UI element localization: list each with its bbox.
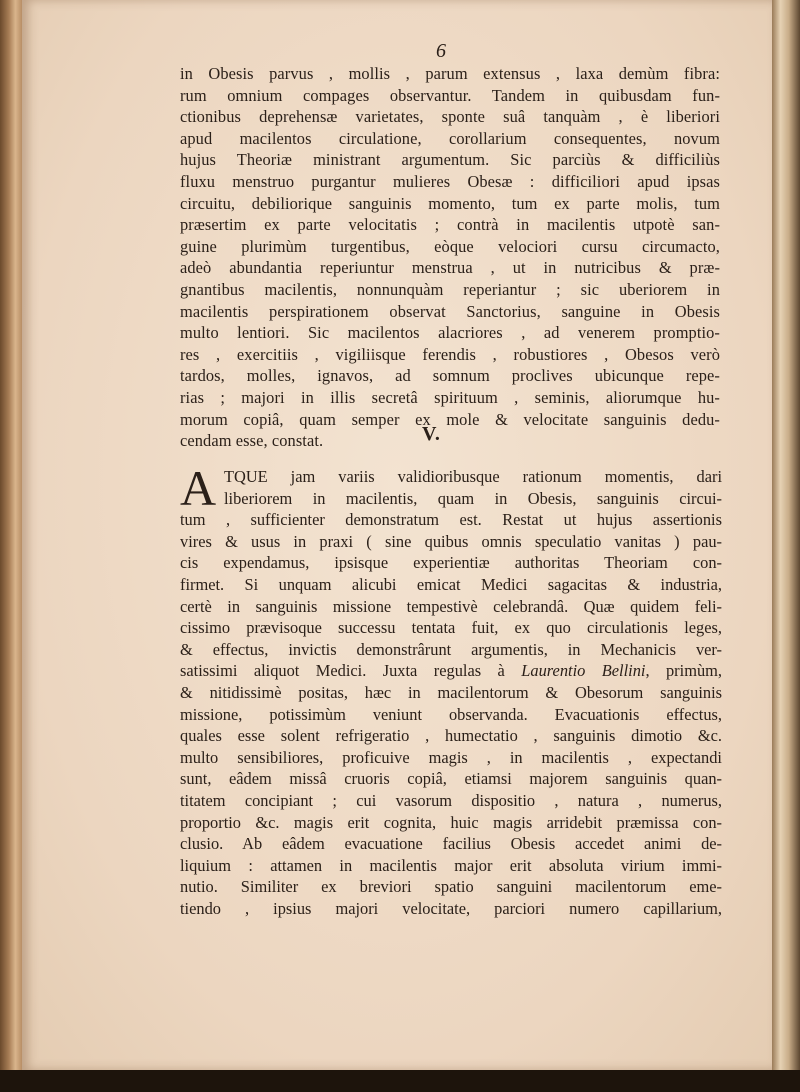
text-line: gnantibus macilentis, nonnunquàm reperiantur ; sic uberiorem in [180,279,720,299]
text-line: nutio. Similiter ex breviori spatio sanguini macilentorum eme- [180,877,722,897]
text-line: & effectus, invictis demonstrârunt argumentis, in Mechanicis ver- [180,639,722,659]
section-heading: V. [422,423,441,445]
text-line: tardos, molles, ignavos, ad somnum proclives ubicunque repe- [180,366,720,386]
book-page [22,0,772,1070]
text-line: adeò abundantia reperiuntur menstrua , ut in nutricibus & præ- [180,258,720,278]
text-line: præsertim ex parte velocitatis ; contrà in macilentis utpotè san- [180,215,720,235]
text-line: res , exercitiis , vigiliisque ferendis , robustiores , Obesos verò [180,344,720,364]
text-line: apud macilentos circulatione, corollarium consequentes, novum [180,128,720,148]
text-line: tum , sufficienter demonstratum est. Restat ut hujus assertionis [180,510,722,530]
page-number: 6 [436,40,446,62]
text-line: ctionibus deprehensæ varietates, sponte suâ tanquàm , è liberiori [180,107,720,127]
text-line: rum omnium compages observantur. Tandem in quibusdam fun- [180,85,720,105]
text-line: liberiorem in macilentis, quam in Obesis, sanguinis circui- [224,488,722,508]
text-line: cis expendamus, ipsisque experientiæ authoritas Theoriam con- [180,553,722,573]
text-line: missione, potissimùm veniunt observanda. Evacuationis effectus, [180,704,722,724]
author-name: Laurentio Bellini [521,661,646,681]
text-line: firmet. Si unquam alicubi emicat Medici sagacitas & industria, [180,574,722,594]
text-line: clusio. Ab eâdem evacuatione facilius Obesis accedet animi de- [180,834,722,854]
text-line: sunt, eâdem missâ cruoris copiâ, etiamsi majorem sanguinis quan- [180,769,722,789]
book-binding [0,0,22,1092]
text-line: multo lentiori. Sic macilentos alacriores , ad venerem promptio- [180,323,720,343]
text-line: hujus Theoriæ ministrant argumentum. Sic parciùs & difficiliùs [180,150,720,170]
paragraph-2 [180,460,722,919]
text-line: cissimo prævisoque successu tentata fuit, ex quo circulationis leges, [180,618,722,638]
paragraph-1 [180,63,720,452]
text-line: proportio &c. magis erit cognita, huic magis arridebit præmissa con- [180,812,722,832]
text-line: in Obesis parvus , mollis , parum extensus , laxa demùm fibra: [180,64,720,83]
text-line: multo sensibiliores, proficuive magis , in macilentis , expectandi [180,747,722,767]
text-line: morum copiâ, quam semper ex mole & velocitate sanguinis dedu- [180,409,720,429]
text-line: rias ; majori in illis secretâ spirituum , seminis, aliorumque hu- [180,387,720,407]
drop-cap: A [180,460,217,516]
text-line: cendam esse, constat. [180,431,324,451]
text-line: circuitu, debiliorique sanguinis momento, tum ex parte molis, tum [180,193,720,213]
text-line: vires & usus in praxi ( sine quibus omnis speculatio vanitas ) pau- [180,531,722,551]
text-line: tiendo , ipsius majori velocitate, parciori numero capillarium, [180,898,722,918]
text-line: satissimi aliquot Medici. Juxta regulas à Laurentio Bellini, primùm, [180,661,722,681]
text-line: titatem concipiant ; cui vasorum dispositio , natura , numerus, [180,790,722,810]
text-line: certè in sanguinis missione tempestivè celebrandâ. Quæ quidem feli- [180,596,722,616]
text-line: guine plurimùm turgentibus, eòque velociori cursu circumacto, [180,236,720,256]
text-line: quales esse solent refrigeratio , humectatio , sanguinis dimotio &c. [180,726,722,746]
text-line: macilentis perspirationem observat Sanctorius, sanguine in Obesis [180,301,720,321]
text-line: TQUE jam variis validioribusque rationum momentis, dari [224,467,722,486]
text-line: liquium : attamen in macilentis major erit absoluta virium immi- [180,855,722,875]
text-line: & nitidissimè positas, hæc in macilentorum & Obesorum sanguinis [180,682,722,702]
page-edges [772,0,800,1092]
background-surface [0,1070,800,1092]
text-line: fluxu menstruo purgantur mulieres Obesæ : difficiliori apud ipsas [180,171,720,191]
